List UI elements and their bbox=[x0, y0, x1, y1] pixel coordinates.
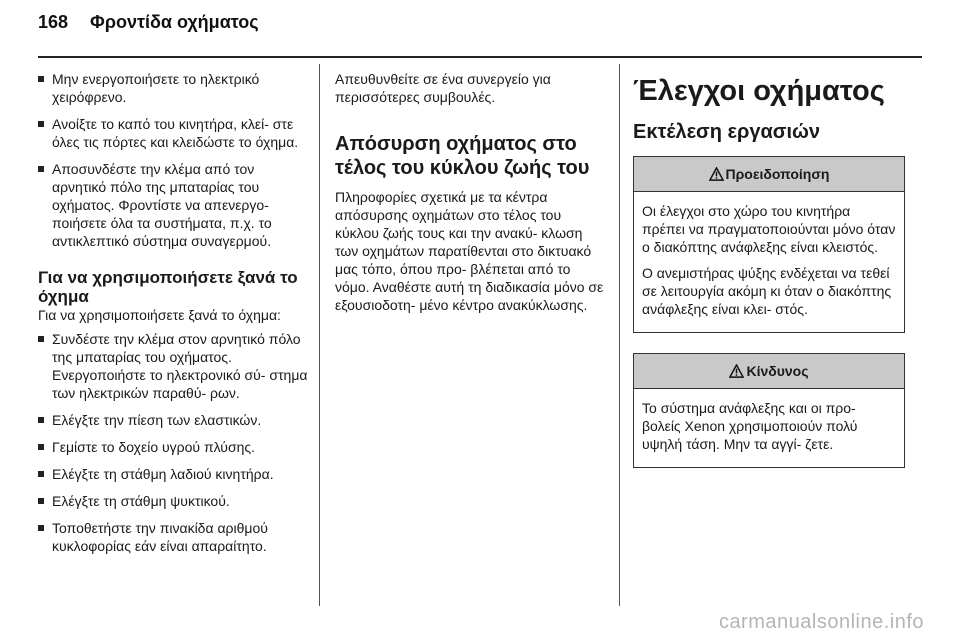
bullet-list-storage bbox=[38, 70, 308, 250]
danger-header bbox=[634, 354, 904, 389]
warning-header bbox=[634, 157, 904, 192]
section-title: Έλεγχοι οχήματος bbox=[633, 75, 885, 107]
bullet-icon bbox=[38, 498, 44, 504]
warning-box bbox=[633, 156, 905, 333]
list-item: Γεμίστε το δοχείο υγρού πλύσης. bbox=[38, 438, 308, 456]
bullet-icon bbox=[38, 76, 44, 82]
list-item: Μην ενεργοποιήσετε το ηλεκτρικό χειρόφρενο. bbox=[38, 70, 308, 106]
warning-paragraph: Οι έλεγχοι στο χώρο του κινητήρα πρέπει να πραγματοποιούνται μόνο όταν ο διακόπτης ανάφλεξης είναι κλειστός. bbox=[642, 203, 896, 255]
list-item: Ανοίξτε το καπό του κινητήρα, κλεί‐ στε όλες τις πόρτες και κλειδώστε το όχημα. bbox=[38, 115, 308, 151]
warning-body bbox=[634, 192, 904, 332]
column-middle bbox=[335, 70, 605, 320]
end-of-life-body: Πληροφορίες σχετικά με τα κέντρα απόσυρσης οχημάτων στο τέλος του κύκλου ζωής τους και την ανακύ‐ κλωση των οχημάτων παρατίθενται στο δικτυακό μας τόπο, όπου προ‐ βλέπεται από το νόμο. Αναθέστε αυτή τη διαδικασία μόνο σε εξουσιοδοτη‐ μένο κέντρο ανακύκλωσης. bbox=[335, 189, 604, 313]
subheading-reuse-vehicle: Για να χρησιμοποιήσετε ξανά το όχημα bbox=[38, 268, 298, 306]
list-item: Αποσυνδέστε την κλέμα από τον αρνητικό πόλο της μπαταρίας του οχήματος. Φροντίστε να απενεργο‐ ποιήσετε όλα τα συστήματα, π.χ. το αντικλεπτικό σύστημα συναγερμού. bbox=[38, 160, 308, 250]
column-right bbox=[633, 70, 905, 488]
list-item: Τοποθετήστε την πινακίδα αριθμού κυκλοφορίας εάν είναι απαραίτητο. bbox=[38, 519, 308, 555]
page-header bbox=[38, 12, 259, 33]
danger-box bbox=[633, 353, 905, 468]
column-left bbox=[38, 70, 308, 564]
warning-triangle-icon bbox=[729, 364, 744, 378]
list-item: Ελέγξτε τη στάθμη λαδιού κινητήρα. bbox=[38, 465, 308, 483]
warning-heading: Προειδοποίηση bbox=[725, 166, 830, 182]
list-item: Ελέγξτε τη στάθμη ψυκτικού. bbox=[38, 492, 308, 510]
warning-triangle-icon bbox=[709, 167, 724, 181]
workshop-advice-text: Απευθυνθείτε σε ένα συνεργείο για περισσότερες συμβουλές. bbox=[335, 71, 551, 105]
heading-end-of-life: Απόσυρση οχήματος στο τέλος του κύκλου ζωής του bbox=[335, 133, 590, 179]
column-divider bbox=[319, 64, 320, 606]
intro-text: Για να χρησιμοποιήσετε ξανά το όχημα: bbox=[38, 307, 281, 323]
page-number: 168 bbox=[38, 12, 69, 32]
list-item: Συνδέστε την κλέμα στον αρνητικό πόλο της μπαταρίας του οχήματος. Ενεργοποιήστε το ηλεκτρονικό σύ‐ στημα των ηλεκτρικών παραθύ‐ ρων. bbox=[38, 330, 308, 402]
list-item: Ελέγξτε την πίεση των ελαστικών. bbox=[38, 411, 308, 429]
bullet-list-reuse bbox=[38, 330, 308, 555]
danger-heading: Κίνδυνος bbox=[746, 363, 809, 379]
column-divider bbox=[619, 64, 620, 606]
watermark: carmanualsonline.info bbox=[718, 611, 924, 633]
bullet-icon bbox=[38, 166, 44, 172]
bullet-icon bbox=[38, 336, 44, 342]
page-title: Φροντίδα οχήματος bbox=[90, 12, 259, 32]
bullet-icon bbox=[38, 121, 44, 127]
bullet-icon bbox=[38, 444, 44, 450]
bullet-icon bbox=[38, 525, 44, 531]
danger-paragraph: Το σύστημα ανάφλεξης και οι προ‐ βολείς Xenon χρησιμοποιούν πολύ υψηλή τάση. Μην τα αγγί‐ ζετε. bbox=[642, 400, 858, 452]
bullet-icon bbox=[38, 471, 44, 477]
warning-paragraph: Ο ανεμιστήρας ψύξης ενδέχεται να τεθεί σε λειτουργία ακόμη κι όταν ο διακόπτης ανάφλεξης είναι κλει‐ στός. bbox=[642, 265, 892, 317]
bullet-icon bbox=[38, 417, 44, 423]
danger-body bbox=[634, 389, 904, 467]
section-subtitle: Εκτέλεση εργασιών bbox=[633, 121, 821, 143]
header-rule bbox=[38, 56, 922, 58]
